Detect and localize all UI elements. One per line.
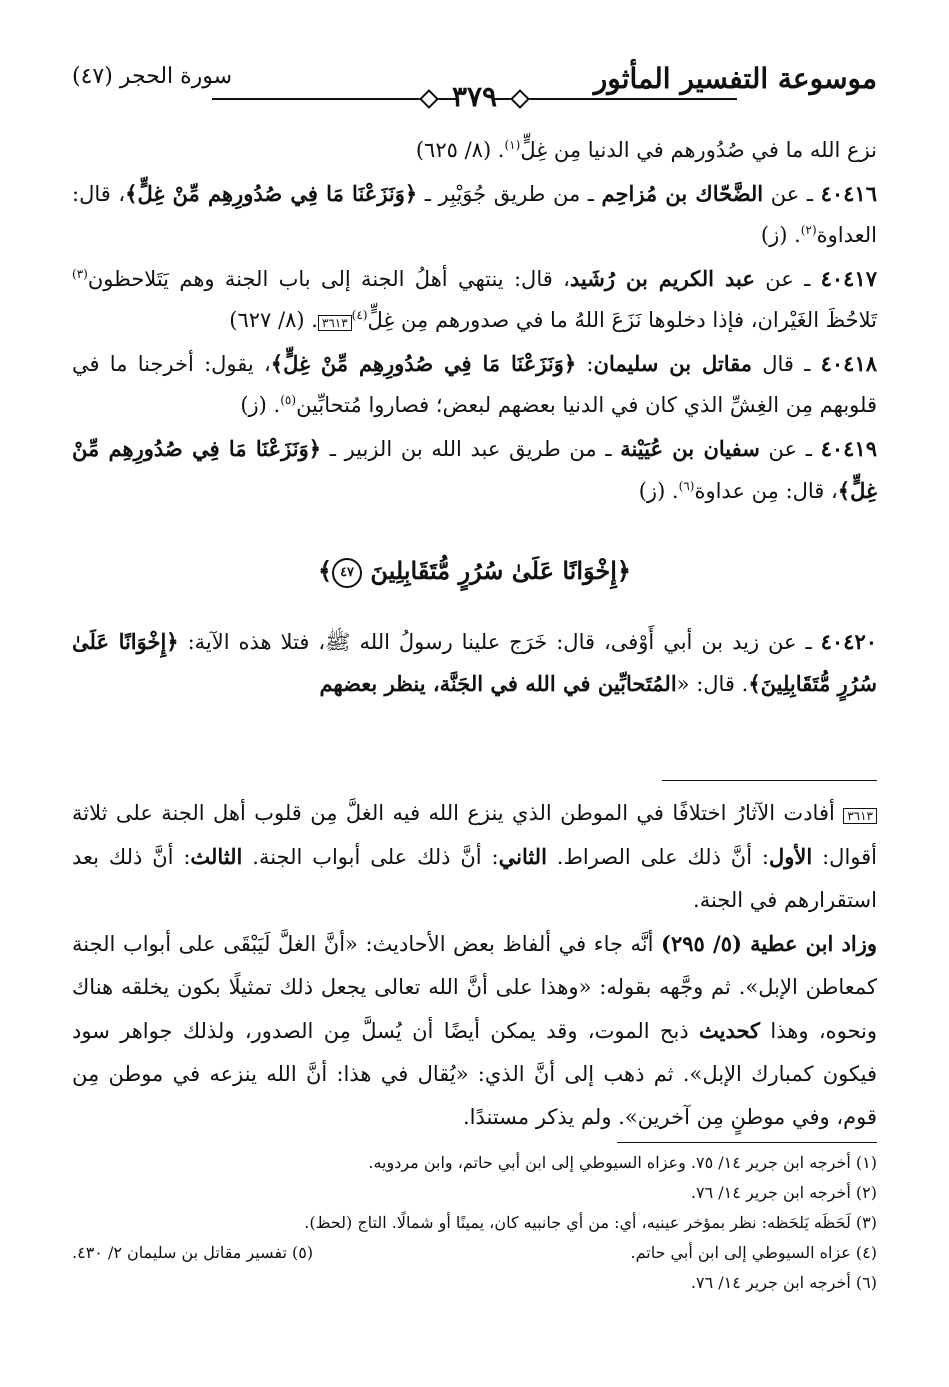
narration-entry [72, 621, 877, 705]
commentary-separator [662, 780, 877, 781]
footnotes [72, 1148, 877, 1298]
diamond-ornament-icon [419, 89, 439, 109]
entry-tail: . (ز) [638, 479, 679, 503]
commentary-text: أفادت الآثارُ اختلافًا في الموطن الذي ينزع الله فيه الغلَّ مِن قلوب أهل الجنة على ثلاثة أقوال: [72, 801, 877, 869]
quran-quote: ﴿وَنَزَعْنَا مَا فِي صُدُورِهِم مِّنْ غِلٍّ﴾ [125, 181, 418, 206]
intro-line [72, 130, 877, 171]
entry-tail: . (ز) [240, 393, 281, 417]
quran-quote: ﴿وَنَزَعْنَا مَا فِي صُدُورِهِم مِّنْ غِلٍّ﴾ [270, 351, 577, 376]
footnote: (٥) تفسير مقاتل بن سليمان ٢/ ٤٣٠. [72, 1243, 314, 1262]
footnote-marker: (٤) [351, 308, 368, 322]
commentary-source: وزاد ابن عطية (٥/ ٢٩٥) [661, 931, 878, 956]
commentary-paragraph [72, 792, 877, 922]
entry-text: . قال: « [676, 672, 749, 696]
entry-text: تَلاحُظَ الغَيْران، فإذا دخلوها نَزَعَ اللهُ ما في صدورهم مِن غِلٍّ [367, 308, 877, 332]
entry-number: ٤٠٤٢٠ [820, 629, 878, 654]
entry-text: ، قال: العداوة [72, 182, 877, 247]
main-text [72, 130, 877, 705]
entry-tail: . (ز) [760, 223, 801, 247]
entry-number: ٤٠٤١٦ [820, 181, 877, 206]
footnote-marker: (٦) [678, 479, 695, 493]
page-header [72, 62, 877, 113]
footnote: (٤) عزاه السيوطي إلى ابن أبي حاتم. [630, 1243, 877, 1262]
entry-number: ٤٠٤١٧ [820, 266, 877, 291]
footnote-marker: (٣) [72, 267, 88, 281]
commentary-text: : أنَّ ذلك بعد استقرارهم في الجنة. [72, 845, 877, 912]
entry-text: ـ عن زيد بن أبي أَوْفى، قال: خَرَج علينا رسولُ الله ﷺ، فتلا هذه الآية: [178, 630, 821, 654]
entry-text: ـ قال [752, 352, 821, 376]
entry-tail: . (٨/ ٦٢٧) [229, 308, 318, 332]
opinion-label: الثاني [498, 844, 547, 869]
footnote: (٦) أخرجه ابن جرير ١٤/ ٧٦. [690, 1273, 877, 1292]
narration-entry [72, 343, 877, 426]
footnote-marker: (٢) [800, 223, 817, 237]
commentary-text: أنَّه جاء في ألفاظ بعض الأحاديث: «أنَّ الغلَّ لَيَبْقَى على أبواب الجنة كمعاطن الإبل». ثم وجَّهه بقوله: «وهذا على أنَّ الله تعالى يجعل ذلك تمثيلًا بكون يخلقه هناك ونحوه، وهذا [72, 932, 877, 1043]
intro-text: نزع الله ما في صُدُورهم في الدنيا مِن غِلٍّ [520, 138, 877, 162]
commentary-ref-box: ٣٦١٣ [843, 808, 877, 824]
commentary-text: : أنَّ ذلك على أبواب الجنة. [242, 845, 499, 869]
ayah-number-icon: ٤٧ [332, 558, 362, 588]
entry-text: ـ عن [763, 182, 821, 206]
entry-text: ، يقول: أخرجنا ما في قلوبهم مِن الغِشِّ الذي كان في الدنيا بعضهم لبعض؛ فصاروا مُتحابِّين [72, 352, 877, 417]
footnote-marker: (٥) [280, 393, 297, 407]
entry-number: ٤٠٤١٨ [820, 351, 878, 376]
entry-number: ٤٠٤١٩ [820, 436, 877, 461]
entry-text: ـ من طريق عبد الله بن الزبير ـ [321, 437, 621, 461]
entry-text: ـ عن [754, 267, 821, 291]
opinion-label: الأول [769, 844, 813, 869]
narrator-name: عبد الكريم بن رُشَيد [569, 266, 755, 291]
diamond-ornament-icon [510, 89, 530, 109]
narrator-name: الضَّحّاك بن مُزاحِم [601, 181, 764, 206]
opinion-label: الثالث [190, 844, 243, 869]
quran-quote: ﴿وَنَزَعْنَا مَا فِي صُدُورِهِم مِّنْ غِلٍّ﴾ [72, 436, 877, 503]
narration-entry [72, 258, 877, 341]
page-number-block [72, 80, 877, 113]
commentary-text: : أنَّ ذلك على الصراط. [546, 845, 770, 869]
commentary-paragraph [72, 922, 877, 1139]
commentary-ref-box: ٣٦١٣ [318, 315, 352, 331]
commentary [72, 792, 877, 1139]
narration-entry [72, 173, 877, 256]
book-title: موسوعة التفسير المأثور [593, 62, 877, 95]
entry-text: ـ من طريق جُوَيْبِر ـ [417, 182, 602, 206]
verse-text: ﴿إِخْوَانًا عَلَىٰ سُرُرٍ مُّتَقَابِلِينَ [370, 556, 631, 585]
narrator-name: سفيان بن عُيَيْنة [620, 436, 760, 461]
verse-heading [72, 550, 877, 591]
quran-quote: ﴿إِخْوَانًا عَلَىٰ سُرُرٍ مُّتَقَابِلِينَ﴾ [72, 629, 877, 696]
entry-text: ، قال: ينتهي أهلُ الجنة إلى باب الجنة وهم يَتَلاحظون [87, 267, 570, 291]
footnote: (٢) أخرجه ابن جرير ١٤/ ٧٦. [690, 1183, 877, 1202]
commentary-emphasis: كحديث [699, 1018, 761, 1043]
verse-close-bracket: ﴾ [317, 556, 333, 585]
footnote-row [72, 1238, 877, 1268]
page-number: ٣٧٩ [451, 80, 498, 113]
entry-text: : [576, 352, 594, 376]
hadith-text: المُتَحابِّين في الله في الجَنَّة، ينظر بعضهم [319, 671, 677, 696]
footnote: (٣) لَحَظَه يَلحَظه: نظر بمؤخر عينيه، أي: من أي جانبيه كان، يمينًا أو شمالًا. التاج (لحظ). [304, 1213, 877, 1232]
narration-entry [72, 428, 877, 512]
footnote-marker: (١) [504, 138, 521, 152]
footnotes-separator [617, 1142, 877, 1143]
entry-text: ، قال: مِن عداوة [694, 479, 838, 503]
intro-tail: . (٨/ ٦٢٥) [415, 138, 505, 162]
narrator-name: مقاتل بن سليمان [593, 351, 752, 376]
footnote: (١) أخرجه ابن جرير ١٤/ ٧٥. وعزاه السيوطي إلى ابن أبي حاتم، وابن مردويه. [368, 1153, 877, 1172]
surah-label: سورة الحجر (٤٧) [72, 64, 233, 89]
entry-text: ـ عن [759, 437, 821, 461]
commentary-text: ذبح الموت، وقد يمكن أيضًا أن يُسلَّ مِن الصدور، ولذلك جواهر سود فيكون كمبارك الإبل». ثم ذهب إلى أنَّ الذي: «يُقال في هذا: أنَّ الله ينزعه في موطن مِن قوم، وفي موطنٍ مِن آخرين». ولم يذكر مستندًا. [72, 1019, 877, 1129]
